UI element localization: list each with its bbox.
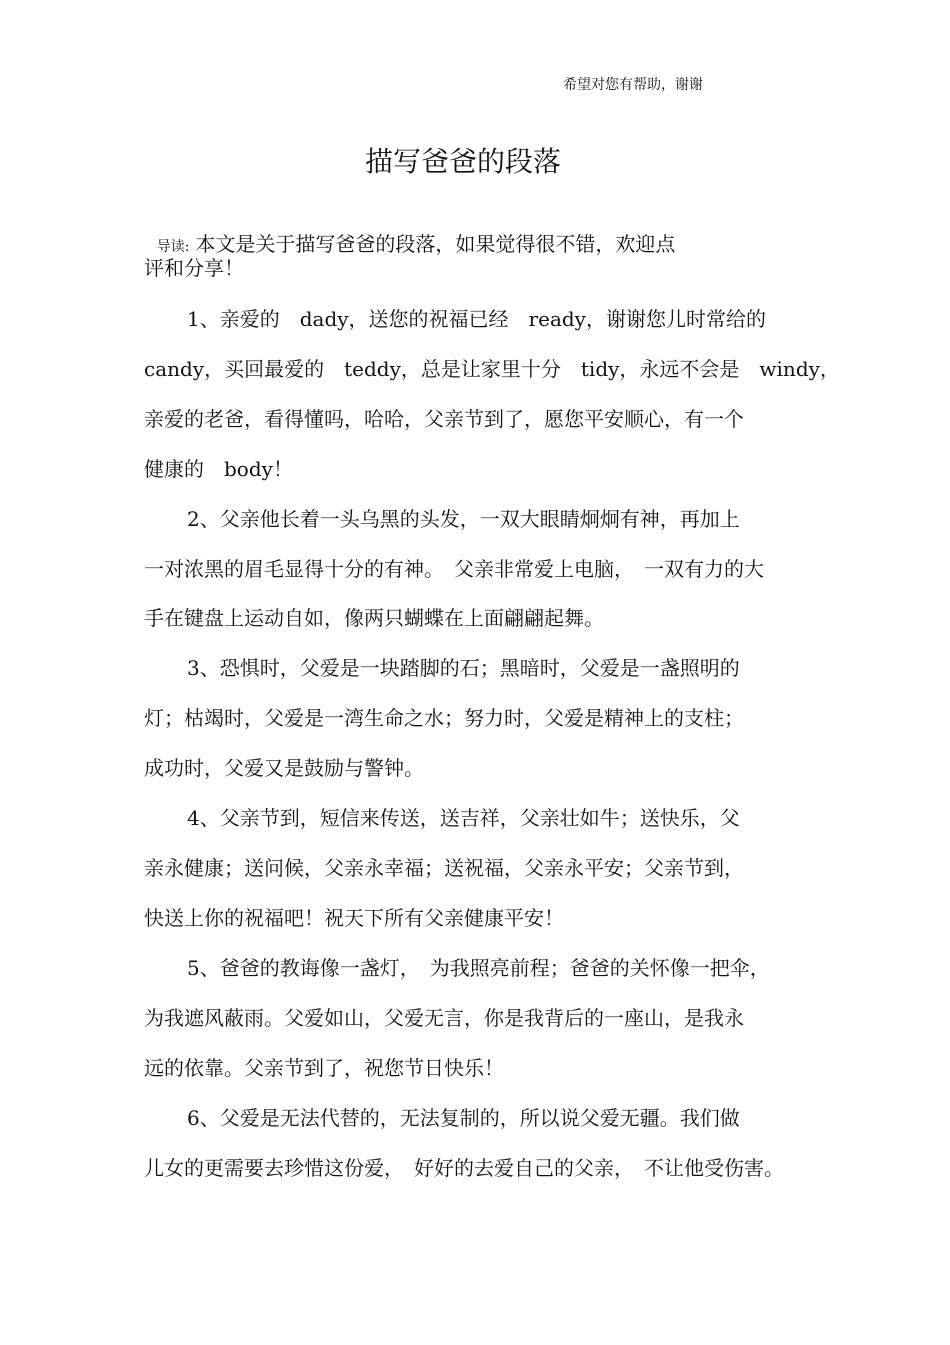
paragraph-5-line-3: 远的依靠。父亲节到了，祝您节日快乐！ [144,1056,504,1080]
paragraph-5-line-2: 为我遮风蔽雨。父爱如山，父爱无言，你是我背后的一座山，是我永 [144,1006,744,1030]
paragraph-3-line-2: 灯；枯竭时，父爱是一湾生命之水；努力时，父爱是精神上的支柱； [144,706,744,730]
intro-label: 导读: [156,239,190,255]
paragraph-1-line-4: 健康的 body！ [144,457,293,481]
paragraph-4-line-1: 4、父亲节到，短信来传送，送吉祥，父亲壮如牛；送快乐，父 [187,806,740,830]
header-note: 希望对您有帮助，谢谢 [563,77,703,93]
intro-text: 本文是关于描写爸爸的段落，如果觉得很不错，欢迎点 [195,232,676,256]
paragraph-1-line-2: candy，买回最爱的 teddy，总是让家里十分 tidy，永远不会是 windy， [144,357,840,381]
intro-line-continued: 评和分享！ [144,256,244,280]
paragraph-4-line-2: 亲永健康；送问候，父亲永幸福；送祝福，父亲永平安；父亲节到， [144,856,744,880]
paragraph-1-line-1: 1、亲爱的 dady，送您的祝福已经 ready，谢谢您儿时常给的 [187,307,766,331]
paragraph-5-line-1: 5、爸爸的教诲像一盏灯， 为我照亮前程；爸爸的关怀像一把伞， [187,956,770,980]
paragraph-3-line-1: 3、恐惧时，父爱是一块踏脚的石；黑暗时，父爱是一盏照明的 [187,656,740,680]
paragraph-4-line-3: 快送上你的祝福吧！祝天下所有父亲健康平安！ [144,906,564,930]
paragraph-2-line-1: 2、父亲他长着一头乌黑的头发，一双大眼睛炯炯有神，再加上 [187,507,740,531]
paragraph-3-line-3: 成功时，父爱又是鼓励与警钟。 [144,756,424,780]
paragraph-2-line-3: 手在键盘上运动自如，像两只蝴蝶在上面翩翩起舞。 [144,606,604,630]
intro-line [144,205,675,260]
paragraph-6-line-2: 儿女的更需要去珍惜这份爱， 好好的去爱自己的父亲， 不让他受伤害。 [144,1156,784,1180]
paragraph-1-line-3: 亲爱的老爸，看得懂吗，哈哈，父亲节到了，愿您平安顺心，有一个 [144,407,744,431]
document-title: 描写爸爸的段落 [364,145,561,178]
paragraph-2-line-2: 一对浓黑的眉毛显得十分的有神。 父亲非常爱上电脑， 一双有力的大 [144,557,764,581]
paragraph-6-line-1: 6、父爱是无法代替的，无法复制的，所以说父爱无疆。我们做 [187,1106,740,1130]
